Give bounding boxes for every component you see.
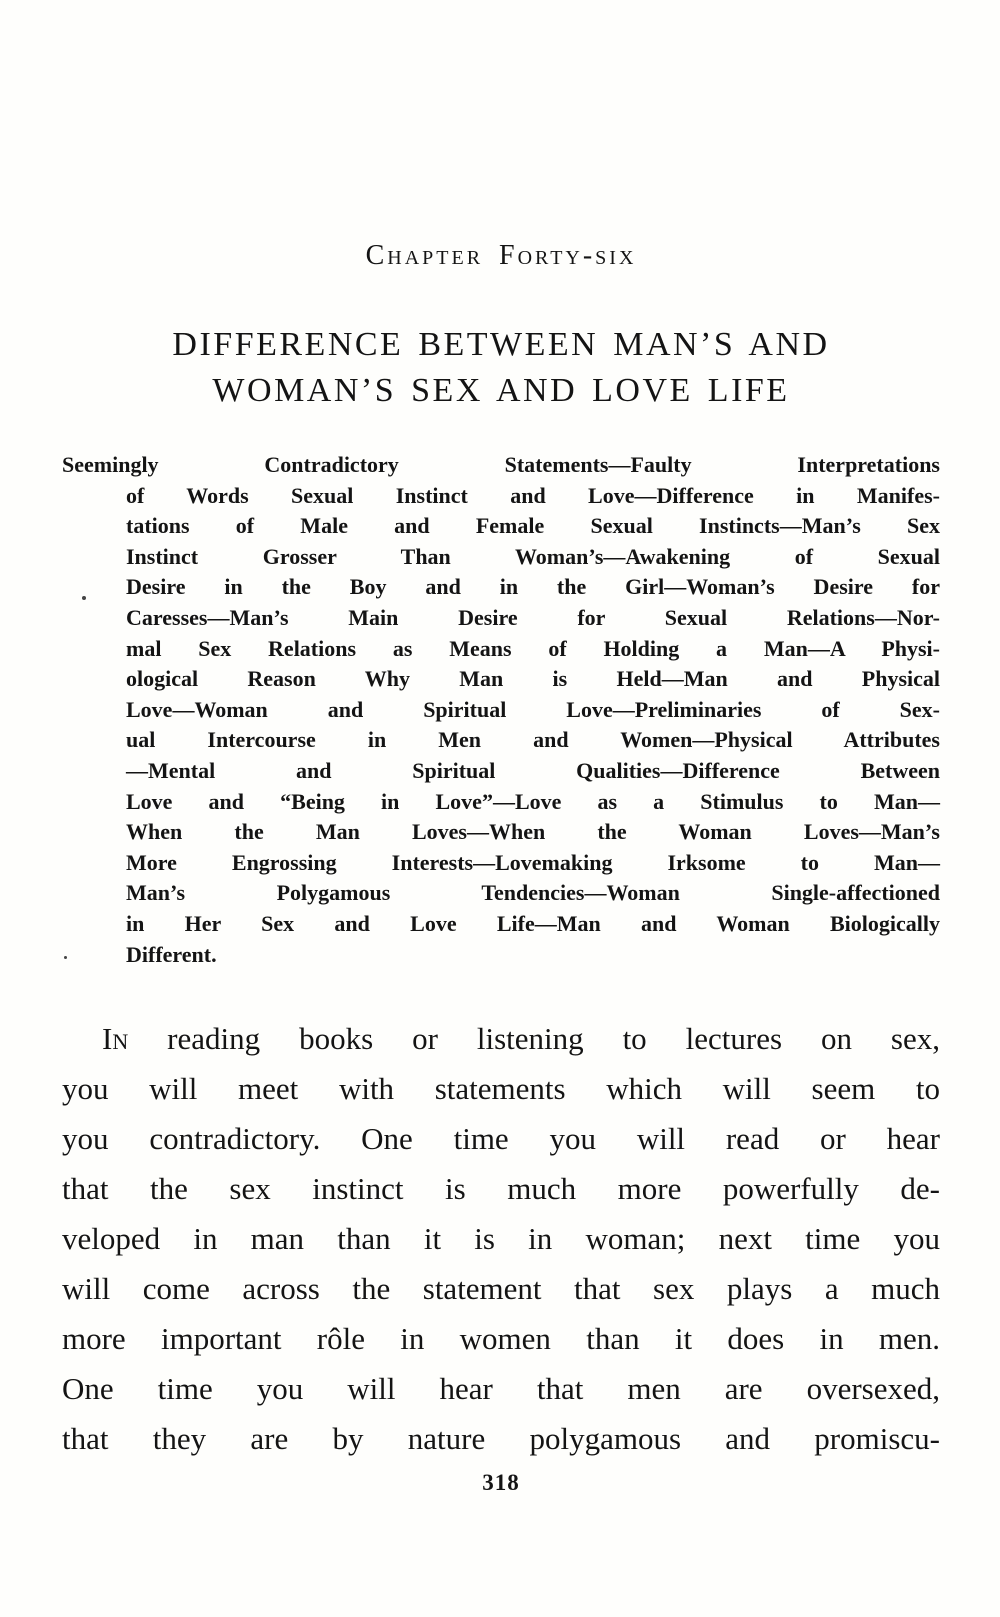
scan-speck <box>64 956 67 959</box>
synopsis-line: ual Intercourse in Men and Women—Physical Attributes <box>126 727 940 753</box>
body-first-line-text: reading books or listening to lectures on sex, <box>128 1021 940 1057</box>
chapter-heading: Chapter Forty-six <box>365 240 637 271</box>
synopsis-line: —Mental and Spiritual Qualities—Difference Between <box>126 757 940 783</box>
chapter-title-line-2: WOMAN’S SEX AND LOVE LIFE <box>212 372 790 409</box>
body-lines <box>62 1064 940 1464</box>
lead-word: In <box>102 1021 129 1057</box>
synopsis-line: Different. <box>126 941 217 967</box>
synopsis-line: Love and “Being in Love”—Love as a Stimulus to Man— <box>126 788 940 814</box>
body-line: that the sex instinct is much more powerfully de- <box>62 1171 940 1207</box>
synopsis-line: of Words Sexual Instinct and Love—Difference in Manifes- <box>126 482 940 508</box>
body-line: you contradictory. One time you will read or hear <box>62 1121 940 1157</box>
body-line: will come across the statement that sex plays a much <box>62 1271 940 1307</box>
synopsis-line: Caresses—Man’s Main Desire for Sexual Relations—Nor- <box>126 604 940 630</box>
synopsis-line: in Her Sex and Love Life—Man and Woman Biologically <box>126 910 940 936</box>
body-line: that they are by nature polygamous and promiscu- <box>62 1421 940 1457</box>
page-number: 318 <box>482 1470 520 1496</box>
body-line: One time you will hear that men are oversexed, <box>62 1371 940 1407</box>
chapter-title <box>62 322 940 414</box>
synopsis-line: Desire in the Boy and in the Girl—Woman’s Desire for <box>126 574 940 600</box>
synopsis-line: Man’s Polygamous Tendencies—Woman Single-affectioned <box>126 880 940 906</box>
body-line-first <box>62 1014 940 1064</box>
synopsis-line: Seemingly Contradictory Statements—Faulty Interpretations <box>62 452 940 477</box>
body-paragraph <box>62 1014 940 1464</box>
scan-speck <box>82 596 86 600</box>
synopsis-line: Love—Woman and Spiritual Love—Preliminaries of Sex- <box>126 696 940 722</box>
chapter-title-line-1: DIFFERENCE BETWEEN MAN’S AND <box>172 326 830 363</box>
body-line: more important rôle in women than it does in men. <box>62 1321 940 1357</box>
synopsis-line: When the Man Loves—When the Woman Loves—Man’s <box>126 819 940 845</box>
body-line: you will meet with statements which will seem to <box>62 1071 940 1107</box>
body-line: veloped in man than it is in woman; next time you <box>62 1221 940 1257</box>
synopsis-line: tations of Male and Female Sexual Instincts—Man’s Sex <box>126 513 940 539</box>
synopsis-line: ological Reason Why Man is Held—Man and Physical <box>126 666 940 692</box>
chapter-synopsis <box>62 450 940 970</box>
synopsis-line: Instinct Grosser Than Woman’s—Awakening of Sexual <box>126 543 940 569</box>
synopsis-line: More Engrossing Interests—Lovemaking Irksome to Man— <box>126 849 940 875</box>
synopsis-line: mal Sex Relations as Means of Holding a Man—A Physi- <box>126 635 940 661</box>
